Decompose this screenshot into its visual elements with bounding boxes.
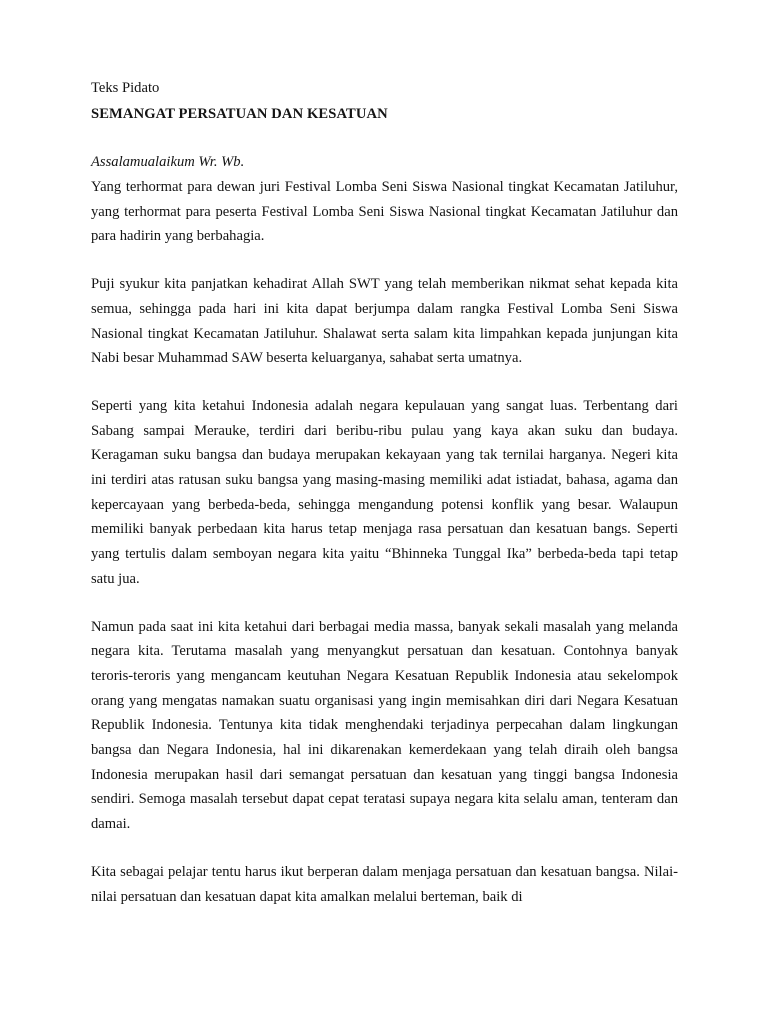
document-label: Teks Pidato <box>91 80 160 96</box>
paragraph-gratitude: Puji syukur kita panjatkan kehadirat Allah SWT yang telah memberikan nikmat sehat kepada kita semua, sehingga pada hari ini kita dapat berjumpa dalam rangka Festival Lomba Seni Siswa Nasional tingkat Kecamatan Jatiluhur. Shalawat serta salam kita limpahkan kepada junjungan kita Nabi besar Muhammad SAW beserta keluarganya, sahabat serta umatnya. <box>91 276 678 367</box>
paragraph-problems: Namun pada saat ini kita ketahui dari berbagai media massa, banyak sekali masalah yang melanda negara kita. Terutama masalah yang menyangkut persatuan dan kesatuan. Contohnya banyak teroris-teroris yang mengancam keutuhan Negara Kesatuan Republik Indonesia atau sekelompok orang yang mengatas namakan suatu organisasi yang ingin memisahkan diri dari Negara Kesatuan Republik Indonesia. Tentunya kita tidak menghendaki terjadinya perpecahan dalam lingkungan bangsa dan Negara Indonesia, hal ini dikarenakan kemerdekaan yang telah diraih oleh bangsa Indonesia merupakan hasil dari semangat persatuan dan kesatuan yang tinggi bangsa Indonesia sendiri. Semoga masalah tersebut dapat cepat teratasi supaya negara kita selalu aman, tenteram dan damai. <box>91 618 678 833</box>
paragraph-salutation: Yang terhormat para dewan juri Festival Lomba Seni Siswa Nasional tingkat Kecamatan Jatiluhur, yang terhormat para peserta Festival Lomba Seni Siswa Nasional tingkat Kecamatan Jatiluhur dan para hadirin yang berbahagia. <box>91 179 678 245</box>
paragraph-students-role: Kita sebagai pelajar tentu harus ikut berperan dalam menjaga persatuan dan kesatuan bangsa. Nilai-nilai persatuan dan kesatuan dapat kita amalkan melalui berteman, baik di <box>91 863 678 905</box>
speech-title: SEMANGAT PERSATUAN DAN KESATUAN <box>91 106 388 122</box>
paragraph-diversity: Seperti yang kita ketahui Indonesia adalah negara kepulauan yang sangat luas. Terbentang dari Sabang sampai Merauke, terdiri dari beribu-ribu pulau yang kaya akan suku dan budaya. Keragaman suku bangsa dan budaya merupakan kekayaan yang tak ternilai harganya. Negeri kita ini terdiri atas ratusan suku bangsa yang masing-masing memiliki adat istiadat, bahasa, agama dan kepercayaan yang berbeda-beda, sehingga mengandung potensi konflik yang besar. Walaupun memiliki banyak perbedaan kita harus tetap menjaga rasa persatuan dan kesatuan bangs. Seperti yang tertulis dalam semboyan negara kita yaitu “Bhinneka Tunggal Ika” berbeda-beda tapi tetap satu jua. <box>91 397 678 587</box>
speech-document <box>91 78 678 909</box>
opening-greeting: Assalamualaikum Wr. Wb. <box>91 154 245 170</box>
